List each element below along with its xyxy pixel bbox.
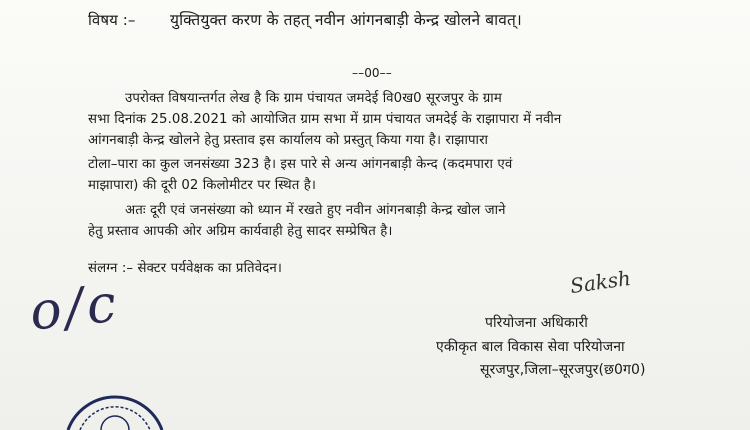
office-seal-icon <box>60 382 170 430</box>
officer-organisation: एकीकृत बाल विकास सेवा परियोजना <box>436 339 625 355</box>
body-line-7: हेतु प्रस्ताव आपकी ओर अग्रिम कार्यवाही हेतु सादर सम्प्रेषित है। <box>88 224 393 239</box>
body-line-2: सभा दिनांक 25.08.2021 को आयोजित ग्राम सभा में ग्राम पंचायत जमदेई के राझापारा में नवीन <box>88 112 562 127</box>
officer-designation: परियोजना अधिकारी <box>485 315 588 331</box>
officer-address: सूरजपुर,जिला–सूरजपुर(छ0ग0) <box>480 362 646 378</box>
subject-text: युक्तियुक्त करण के तहत् नवीन आंगनबाड़ी केन्द्र खोलने बावत्। <box>170 11 522 29</box>
body-line-1: उपरोक्त विषयान्तर्गत लेख है कि ग्राम पंचायत जमदेई वि0ख0 सूरजपुर के ग्राम <box>125 91 502 106</box>
enclosure-note: संलग्न :– सेक्टर पर्यवेक्षक का प्रतिवेदन। <box>88 261 282 276</box>
section-divider: ––00–– <box>352 66 392 80</box>
handwritten-oc-mark: o/c <box>27 273 123 343</box>
officer-signature: Saksh <box>568 265 633 299</box>
body-line-3: आंगनबाड़ी केन्द्र खोलने हेतु प्रस्ताव इस कार्यालय को प्रस्तुत् किया गया है। राझापारा <box>88 133 489 148</box>
body-line-5: माझापारा) की दूरी 02 किलोमीटर पर स्थित है। <box>88 178 317 193</box>
body-line-6: अतः दूरी एवं जनसंख्या को ध्यान में रखते हुए नवीन आंगनबाड़ी केन्द्र खोल जाने <box>125 203 506 218</box>
subject-label: विषय :– <box>88 11 136 29</box>
body-line-4: टोला–पारा का कुल जनसंख्या 323 है। इस पारे से अन्य आंगनबाड़ी केन्द (कदमपारा एवं <box>88 157 513 172</box>
